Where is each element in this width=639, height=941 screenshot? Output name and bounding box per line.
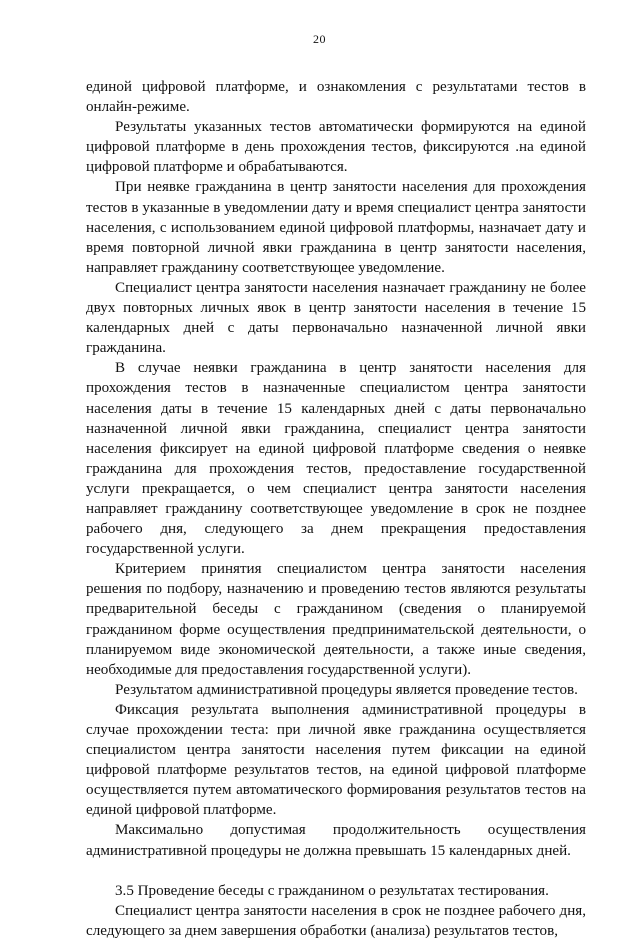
paragraph-6: Критерием принятия специалистом центра занятости населения решения по подбору, назначению и проведению тестов являются результаты предварительной беседы с гражданином (сведения о планируемой гражданином форме осуществления предпринимательской деятельности, о планируемом виде экономической деятельности, а также иные сведения, необходимые для предоставления государственной услуги). (86, 561, 586, 678)
paragraph-11: Специалист центра занятости населения в срок не позднее рабочего дня, следующего за днем завершения обработки (анализа) результатов тестов, (86, 902, 586, 939)
section-heading: 3.5 Проведение беседы с гражданином о результатах тестирования. (115, 882, 549, 899)
paragraph-9: Максимально допустимая продолжительность осуществления административной процедуры не должна превышать 15 календарных дней. (86, 822, 586, 859)
paragraph-3: При неявке гражданина в центр занятости населения для прохождения тестов в указанные в уведомлении дату и время специалист центра занятости населения, с использованием единой цифровой платформы, назначает дату и время повторной личной явки гражданина в центр занятости населения, направляет гражданину соответствующее уведомление. (86, 179, 586, 276)
document-body (86, 77, 586, 941)
page-number: 20 (313, 32, 326, 46)
paragraph-5: В случае неявки гражданина в центр занятости населения для прохождения тестов в назначенные специалистом центра занятости населения даты в течение 15 календарных дней с даты первоначально назначенной личной явки гражданина, специалист центра занятости населения фиксирует на единой цифровой платформе сведения о неявке гражданина для прохождения тестов, предоставление государственной услуги прекращается, о чем специалист центра занятости населения направляет гражданину соответствующее уведомление в срок не позднее рабочего дня, следующего за днем прекращения предоставления государственной услуги. (86, 360, 586, 558)
paragraph-1: единой цифровой платформе, и ознакомления с результатами тестов в онлайн-режиме. (86, 79, 586, 116)
paragraph-4: Специалист центра занятости населения назначает гражданину не более двух повторных личных явок в центр занятости населения в течение 15 календарных дней с даты первоначально назначенной личной явки гражданина. (86, 279, 586, 357)
paragraph-2: Результаты указанных тестов автоматически формируются на единой цифровой платформе в день прохождения тестов, фиксируются .на единой цифровой платформе и обрабатываются. (86, 119, 586, 176)
paragraph-7: Результатом административной процедуры является проведение тестов. (115, 681, 578, 698)
paragraph-8: Фиксация результата выполнения административной процедуры в случае прохождении теста: при личной явке гражданина осуществляется специалистом центра занятости населения путем фиксации на единой цифровой платформе результатов тестов, на единой цифровой платформе осуществляется путем автоматического формирования результатов тестов на единой цифровой платформе. (86, 701, 586, 819)
